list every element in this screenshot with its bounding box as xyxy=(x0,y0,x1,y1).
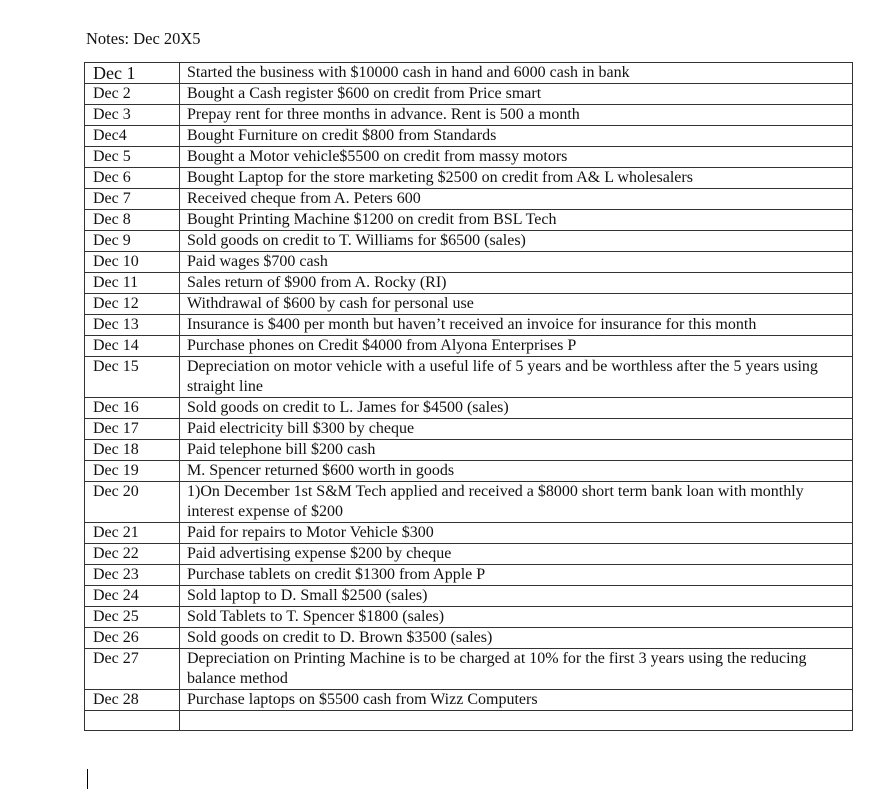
date-cell[interactable]: Dec 1 xyxy=(85,63,180,84)
table-row xyxy=(85,315,853,336)
description-cell[interactable]: Insurance is $400 per month but haven’t received an invoice for insurance for this month xyxy=(180,315,853,336)
description-cell[interactable]: Purchase phones on Credit $4000 from Alyona Enterprises P xyxy=(180,336,853,357)
description-cell[interactable]: Paid wages $700 cash xyxy=(180,252,853,273)
date-cell[interactable]: Dec 20 xyxy=(85,482,180,523)
table-row xyxy=(85,461,853,482)
description-cell[interactable]: Bought Laptop for the store marketing $2500 on credit from A& L wholesalers xyxy=(180,168,853,189)
date-cell[interactable]: Dec 19 xyxy=(85,461,180,482)
text-cursor xyxy=(87,769,88,789)
date-cell[interactable]: Dec 15 xyxy=(85,357,180,398)
date-cell[interactable]: Dec 11 xyxy=(85,273,180,294)
date-cell[interactable]: Dec 21 xyxy=(85,523,180,544)
date-cell[interactable]: Dec 25 xyxy=(85,607,180,628)
date-cell[interactable]: Dec 14 xyxy=(85,336,180,357)
description-cell[interactable] xyxy=(180,711,853,731)
description-cell[interactable]: Depreciation on motor vehicle with a useful life of 5 years and be worthless after the 5 years using straight line xyxy=(180,357,853,398)
date-cell[interactable]: Dec 5 xyxy=(85,147,180,168)
description-cell[interactable]: Sold goods on credit to T. Williams for $6500 (sales) xyxy=(180,231,853,252)
table-row xyxy=(85,523,853,544)
description-cell[interactable]: Purchase tablets on credit $1300 from Apple P xyxy=(180,565,853,586)
table-row xyxy=(85,189,853,210)
table-row xyxy=(85,105,853,126)
date-cell[interactable] xyxy=(85,711,180,731)
date-cell[interactable]: Dec 8 xyxy=(85,210,180,231)
date-cell[interactable]: Dec 9 xyxy=(85,231,180,252)
table-row xyxy=(85,544,853,565)
date-cell[interactable]: Dec 10 xyxy=(85,252,180,273)
date-cell[interactable]: Dec 6 xyxy=(85,168,180,189)
description-cell[interactable]: Withdrawal of $600 by cash for personal use xyxy=(180,294,853,315)
table-row xyxy=(85,649,853,690)
description-cell[interactable]: Paid advertising expense $200 by cheque xyxy=(180,544,853,565)
description-cell[interactable]: Sold goods on credit to L. James for $4500 (sales) xyxy=(180,398,853,419)
date-cell[interactable]: Dec 23 xyxy=(85,565,180,586)
description-cell[interactable]: Sales return of $900 from A. Rocky (RI) xyxy=(180,273,853,294)
transactions-table-body xyxy=(85,63,853,731)
table-row xyxy=(85,273,853,294)
table-row xyxy=(85,586,853,607)
description-cell[interactable]: Prepay rent for three months in advance. Rent is 500 a month xyxy=(180,105,853,126)
transactions-table xyxy=(84,62,853,731)
table-row xyxy=(85,607,853,628)
table-row xyxy=(85,84,853,105)
description-cell[interactable]: Paid telephone bill $200 cash xyxy=(180,440,853,461)
page-title: Notes: Dec 20X5 xyxy=(86,29,201,48)
description-cell[interactable]: Bought Furniture on credit $800 from Standards xyxy=(180,126,853,147)
description-cell[interactable]: Depreciation on Printing Machine is to be charged at 10% for the first 3 years using the reducing balance method xyxy=(180,649,853,690)
table-row xyxy=(85,294,853,315)
date-cell[interactable]: Dec 27 xyxy=(85,649,180,690)
date-cell[interactable]: Dec 22 xyxy=(85,544,180,565)
table-row xyxy=(85,231,853,252)
table-row xyxy=(85,628,853,649)
description-cell[interactable]: Bought a Cash register $600 on credit from Price smart xyxy=(180,84,853,105)
description-cell[interactable]: Purchase laptops on $5500 cash from Wizz Computers xyxy=(180,690,853,711)
description-cell[interactable]: Sold goods on credit to D. Brown $3500 (sales) xyxy=(180,628,853,649)
description-cell[interactable]: Sold Tablets to T. Spencer $1800 (sales) xyxy=(180,607,853,628)
table-row xyxy=(85,147,853,168)
date-cell[interactable]: Dec 28 xyxy=(85,690,180,711)
table-row xyxy=(85,252,853,273)
date-cell[interactable]: Dec 18 xyxy=(85,440,180,461)
table-row xyxy=(85,419,853,440)
description-cell[interactable]: Paid for repairs to Motor Vehicle $300 xyxy=(180,523,853,544)
description-cell[interactable]: 1)On December 1st S&M Tech applied and received a $8000 short term bank loan with monthly interest expense of $200 xyxy=(180,482,853,523)
table-row xyxy=(85,440,853,461)
date-cell[interactable]: Dec 24 xyxy=(85,586,180,607)
table-row xyxy=(85,690,853,711)
table-row xyxy=(85,210,853,231)
table-row xyxy=(85,482,853,523)
table-row-empty xyxy=(85,711,853,731)
table-row xyxy=(85,565,853,586)
table-row xyxy=(85,336,853,357)
date-cell[interactable]: Dec 12 xyxy=(85,294,180,315)
table-row xyxy=(85,63,853,84)
table-row xyxy=(85,126,853,147)
date-cell[interactable]: Dec4 xyxy=(85,126,180,147)
description-cell[interactable]: Bought a Motor vehicle$5500 on credit from massy motors xyxy=(180,147,853,168)
description-cell[interactable]: Received cheque from A. Peters 600 xyxy=(180,189,853,210)
description-cell[interactable]: Sold laptop to D. Small $2500 (sales) xyxy=(180,586,853,607)
date-cell[interactable]: Dec 13 xyxy=(85,315,180,336)
date-cell[interactable]: Dec 26 xyxy=(85,628,180,649)
date-cell[interactable]: Dec 3 xyxy=(85,105,180,126)
date-cell[interactable]: Dec 17 xyxy=(85,419,180,440)
date-cell[interactable]: Dec 2 xyxy=(85,84,180,105)
description-cell[interactable]: M. Spencer returned $600 worth in goods xyxy=(180,461,853,482)
date-cell[interactable]: Dec 16 xyxy=(85,398,180,419)
table-row xyxy=(85,398,853,419)
description-cell[interactable]: Started the business with $10000 cash in hand and 6000 cash in bank xyxy=(180,63,853,84)
date-cell[interactable]: Dec 7 xyxy=(85,189,180,210)
description-cell[interactable]: Paid electricity bill $300 by cheque xyxy=(180,419,853,440)
table-row xyxy=(85,168,853,189)
description-cell[interactable]: Bought Printing Machine $1200 on credit from BSL Tech xyxy=(180,210,853,231)
table-row xyxy=(85,357,853,398)
